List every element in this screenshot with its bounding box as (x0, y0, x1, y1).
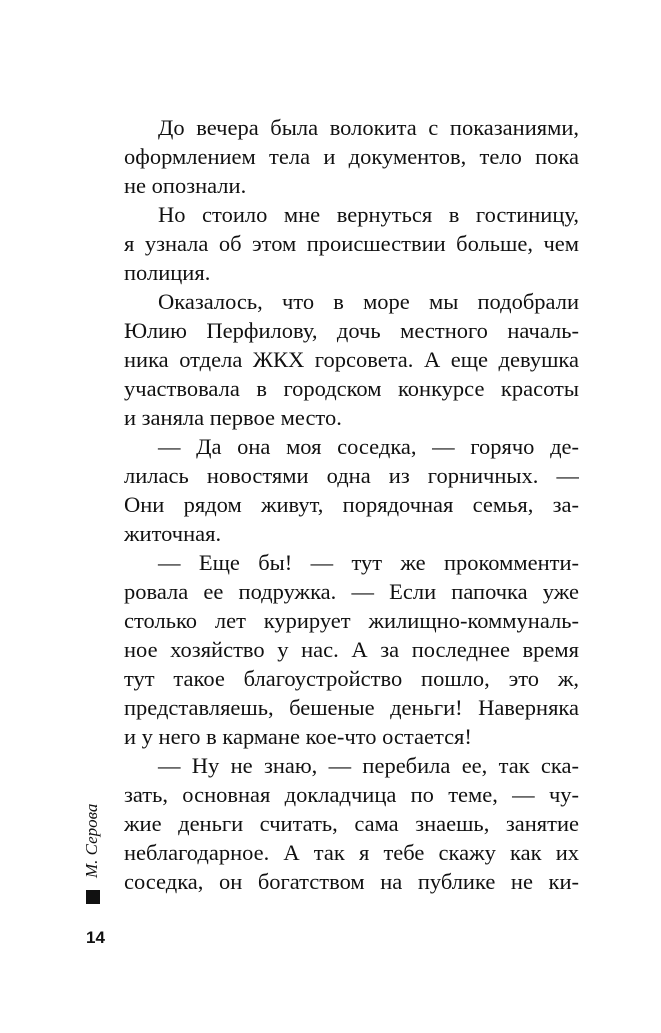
text-line: ника отдела ЖКХ горсовета. А еще девушка (124, 347, 579, 372)
text-line: Они рядом живут, порядочная семья, за- (124, 492, 579, 517)
body-text (124, 113, 579, 896)
text-line: лилась новостями одна из горничных. — (124, 463, 579, 488)
text-line: зать, основная докладчица по теме, — чу- (124, 782, 579, 807)
text-line: жие деньги считать, сама знаешь, занятие (124, 811, 579, 836)
running-head-square-icon (86, 890, 100, 904)
text-line: До вечера была волокита с показаниями, (158, 115, 579, 140)
text-line: житочная. (124, 521, 222, 546)
text-line: оформлением тела и документов, тело пока (124, 144, 579, 169)
text-line: я узнала об этом происшествии больше, чем (124, 231, 579, 256)
text-line: и заняла первое место. (124, 405, 342, 430)
text-line: ное хозяйство у нас. А за последнее время (124, 637, 579, 662)
text-line: столько лет курирует жилищно-коммуналь- (124, 608, 579, 633)
text-line: и у него в кармане кое-что остается! (124, 724, 472, 749)
text-line: неблагодарное. А так я тебе скажу как их (124, 840, 579, 865)
text-line: представляешь, бешеные деньги! Наверняка (124, 695, 579, 720)
running-head-author: М. Серова (82, 803, 101, 878)
text-line: Оказалось, что в море мы подобрали (158, 289, 579, 314)
text-line: ровала ее подружка. — Если папочка уже (124, 579, 579, 604)
text-line: Юлию Перфилову, дочь местного началь- (124, 318, 579, 343)
text-line: Но стоило мне вернуться в гостиницу, (158, 202, 579, 227)
text-line: тут такое благоустройство пошло, это ж, (124, 666, 579, 691)
text-line: полиция. (124, 260, 211, 285)
text-line: участвовала в городском конкурсе красоты (124, 376, 579, 401)
text-line: — Ну не знаю, — перебила ее, так ска- (158, 753, 579, 778)
text-line: соседка, он богатством на публике не ки- (124, 869, 579, 894)
text-line: не опознали. (124, 173, 247, 198)
text-line: — Да она моя соседка, — горячо де- (158, 434, 579, 459)
page-number: 14 (86, 928, 105, 947)
text-line: — Еще бы! — тут же прокомменти- (158, 550, 579, 575)
